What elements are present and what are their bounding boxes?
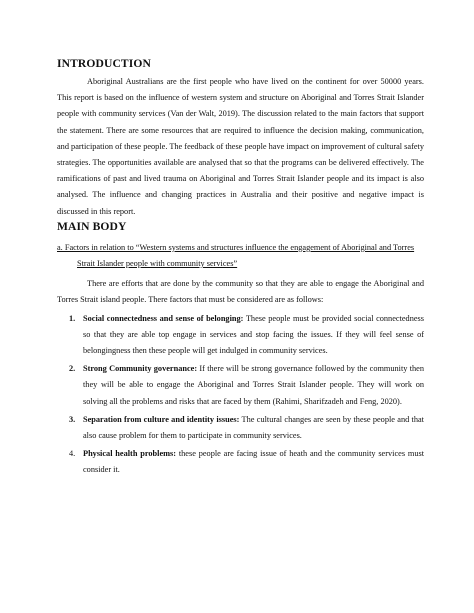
list-item-text: these people are facing issue of heath and the community services must consider it. — [83, 449, 424, 475]
list-item — [57, 446, 424, 478]
list-item-number: 4. — [69, 449, 76, 459]
factors-list — [57, 311, 424, 479]
list-item-text: These people must be provided social connectedness so that they are able top engage in services and stop facing the issues. If they will feel sense of belongingness then these people will get indulged in community services. — [83, 313, 424, 356]
list-item — [57, 311, 424, 360]
list-item-title: Separation from culture and identity issues: — [83, 414, 240, 424]
list-item-number: 3. — [69, 414, 76, 424]
introduction-heading: INTRODUCTION — [57, 57, 151, 70]
list-item-number: 2. — [69, 364, 76, 374]
list-item-title: Physical health problems: — [83, 449, 177, 459]
list-item — [57, 361, 424, 410]
list-item — [57, 412, 424, 444]
list-item-text: The cultural changes are seen by these people and that also cause problem for them to participate in community services. — [83, 414, 424, 441]
introduction-paragraph: Aboriginal Australians are the first people who have lived on the continent for over 50000 years. This report is based on the influence of western system and structure on Aboriginal and Torres Strait Islander people with community services (Van der Walt, 2019). The discussion related to the main factors that support the statement. There are some resources that are required to influence the decision making, communication, and participation of these people. The feedback of these people have impact on improvement of cultural safety strategies. The opportunities available are analysed that so that the programs can be delivered effectively. The ramifications of past and lived trauma on Aboriginal and Torres Strait Islander people and its impact is also analysed. The influence and changing practices in Australia and their positive and negative impact is discussed in this report. — [57, 77, 424, 216]
list-item-text: If there will be strong governance followed by the community then they will be able to engage the Aboriginal and Torres Strait Islander people. They will work on solving all the problems and risks that are faced by them (Rahimi, Sharifzadeh and Feng, 2020). — [83, 364, 424, 406]
factors-subheading: a. Factors in relation to “Western systems and structures influence the engagement of Aboriginal and Torres Strait Islander people with community services” — [57, 242, 415, 269]
list-item-number: 1. — [69, 313, 76, 323]
factors-intro-paragraph: There are efforts that are done by the community so that they are able to engage the Aboriginal and Torres Strait island people. There factors that must be considered are as follows: — [57, 279, 424, 305]
list-item-title: Strong Community governance: — [83, 364, 198, 374]
main-body-heading: MAIN BODY — [57, 219, 127, 233]
list-item-title: Social connectedness and sense of belonging: — [83, 313, 244, 323]
